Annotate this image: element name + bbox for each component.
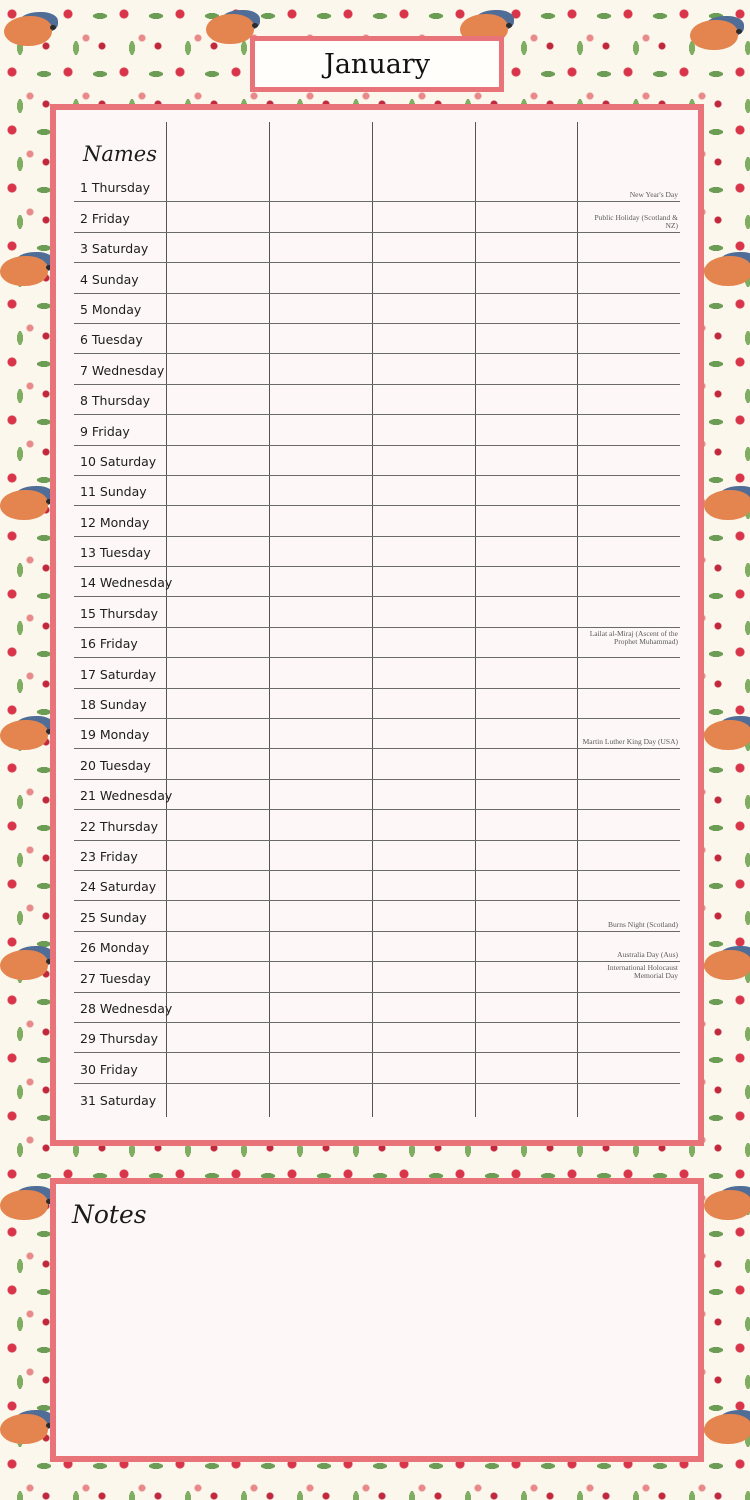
day-row[interactable] [74, 294, 680, 324]
day-row[interactable] [74, 749, 680, 779]
day-label: 12 Monday [80, 514, 150, 530]
day-row[interactable] [74, 1053, 680, 1083]
day-label: 15 Thursday [80, 605, 159, 621]
day-label: 8 Thursday [80, 393, 151, 409]
day-label: 11 Sunday [80, 484, 147, 500]
day-row[interactable] [74, 932, 680, 962]
day-label: 23 Friday [80, 848, 138, 864]
names-heading: Names [83, 142, 158, 166]
day-row[interactable] [74, 263, 680, 293]
bird-illustration [0, 490, 48, 520]
day-row[interactable] [74, 689, 680, 719]
day-row[interactable] [74, 628, 680, 658]
day-row[interactable] [74, 385, 680, 415]
day-row[interactable] [74, 202, 680, 232]
day-label: 22 Thursday [80, 818, 159, 834]
day-label: 14 Wednesday [80, 575, 173, 591]
bird-illustration [704, 490, 750, 520]
day-label: 7 Wednesday [80, 362, 165, 378]
day-row[interactable] [74, 354, 680, 384]
day-label: 26 Monday [80, 940, 150, 956]
day-row[interactable] [74, 719, 680, 749]
day-row[interactable] [74, 871, 680, 901]
bird-illustration [0, 720, 48, 750]
day-row[interactable] [74, 446, 680, 476]
day-row[interactable] [74, 1023, 680, 1053]
holiday-note: New Year's Day [629, 190, 678, 200]
day-row[interactable] [74, 810, 680, 840]
planner-grid [56, 110, 698, 1140]
bird-illustration [704, 1414, 750, 1444]
day-label: 16 Friday [80, 636, 138, 652]
holiday-note: Australia Day (Aus) [617, 950, 678, 960]
day-label: 3 Saturday [80, 241, 149, 257]
day-row[interactable] [74, 233, 680, 263]
notes-area[interactable] [56, 1184, 698, 1456]
holiday-note: Lailat al-Miraj (Ascent of the Prophet Muhammad) [589, 628, 678, 646]
day-label: 21 Wednesday [80, 788, 173, 804]
holiday-note: Martin Luther King Day (USA) [582, 737, 678, 747]
day-row[interactable] [74, 415, 680, 445]
day-row[interactable] [74, 962, 680, 992]
bird-illustration [690, 20, 738, 50]
day-label: 13 Tuesday [80, 545, 151, 561]
day-row[interactable] [74, 1084, 680, 1114]
day-label: 4 Sunday [80, 271, 139, 287]
day-row[interactable] [74, 841, 680, 871]
day-row[interactable] [74, 324, 680, 354]
bird-illustration [704, 1190, 750, 1220]
day-label: 2 Friday [80, 210, 130, 226]
bird-illustration [4, 16, 52, 46]
holiday-note: Public Holiday (Scotland & NZ) [594, 212, 678, 230]
day-row[interactable] [74, 567, 680, 597]
bird-illustration [0, 256, 48, 286]
day-label: 28 Wednesday [80, 1000, 173, 1016]
day-label: 18 Sunday [80, 697, 147, 713]
day-label: 25 Sunday [80, 909, 147, 925]
day-rows [74, 172, 680, 1114]
day-label: 31 Saturday [80, 1093, 157, 1109]
day-row[interactable] [74, 506, 680, 536]
day-row[interactable] [74, 476, 680, 506]
day-row[interactable] [74, 537, 680, 567]
day-label: 10 Saturday [80, 453, 157, 469]
day-label: 17 Saturday [80, 666, 157, 682]
holiday-note: Burns Night (Scotland) [608, 919, 678, 929]
bird-illustration [704, 256, 750, 286]
bird-illustration [704, 720, 750, 750]
day-label: 5 Monday [80, 301, 142, 317]
bird-illustration [704, 950, 750, 980]
bird-illustration [0, 1190, 48, 1220]
day-label: 19 Monday [80, 727, 150, 743]
day-label: 24 Saturday [80, 879, 157, 895]
day-label: 20 Tuesday [80, 757, 151, 773]
day-row[interactable] [74, 993, 680, 1023]
month-title: January [255, 41, 499, 87]
notes-heading: Notes [72, 1200, 147, 1229]
day-row[interactable] [74, 597, 680, 627]
bird-illustration [0, 1414, 48, 1444]
day-label: 30 Friday [80, 1061, 138, 1077]
day-row[interactable] [74, 658, 680, 688]
day-row[interactable] [74, 780, 680, 810]
day-label: 6 Tuesday [80, 332, 143, 348]
day-label: 27 Tuesday [80, 970, 151, 986]
notes-panel [50, 1178, 704, 1462]
bird-illustration [0, 950, 48, 980]
day-label: 9 Friday [80, 423, 130, 439]
month-title-tab [250, 36, 504, 92]
bird-illustration [206, 14, 254, 44]
planner-grid-panel [50, 104, 704, 1146]
day-label: 29 Thursday [80, 1031, 159, 1047]
day-row[interactable] [74, 172, 680, 202]
day-label: 1 Thursday [80, 180, 151, 196]
day-row[interactable] [74, 901, 680, 931]
holiday-note: International Holocaust Memorial Day [607, 963, 678, 981]
